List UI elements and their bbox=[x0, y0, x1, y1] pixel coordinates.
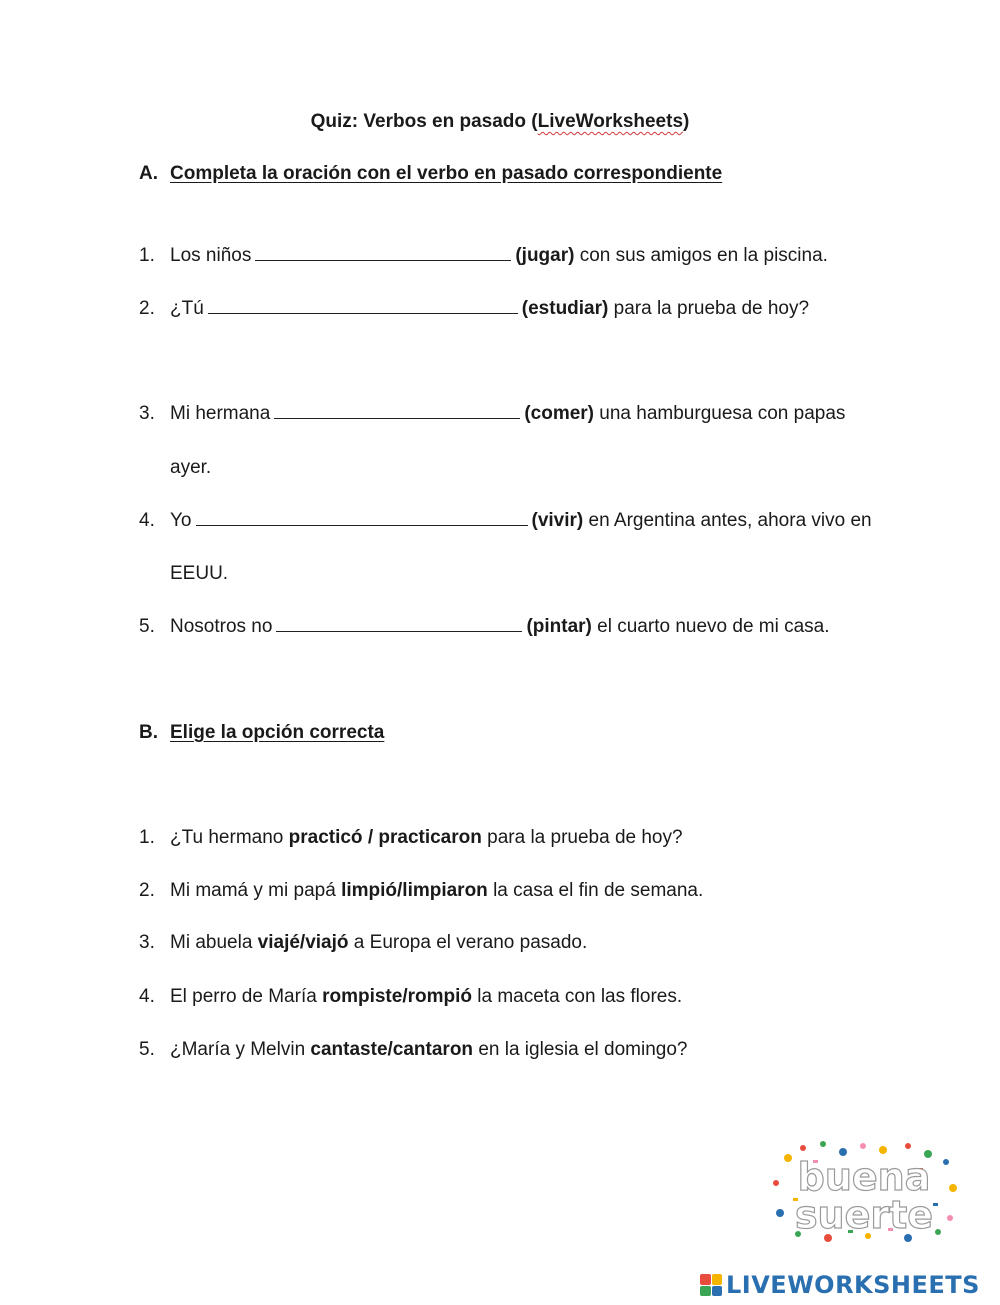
section-a-item-4-continuation: EEUU. bbox=[170, 563, 229, 584]
option-choice-5[interactable]: cantaste/cantaron bbox=[310, 1039, 474, 1060]
section-b-item-4: 4. El perro de María rompiste/rompió la maceta con las flores. bbox=[139, 986, 683, 1007]
section-a-heading: A. Completa la oración con el verbo en pasado correspondiente bbox=[139, 163, 723, 184]
spellcheck-word: LiveWorksheets bbox=[537, 111, 684, 132]
answer-blank-5[interactable] bbox=[276, 615, 522, 632]
section-b-item-1: 1. ¿Tu hermano practicó / practicaron para la prueba de hoy? bbox=[139, 827, 683, 848]
section-a-item-2: 2. ¿Tú (estudiar) para la prueba de hoy? bbox=[139, 298, 810, 319]
logo-word-buena: buena bbox=[797, 1155, 931, 1199]
section-a-item-3: 3. Mi hermana (comer) una hamburguesa con papas bbox=[139, 403, 846, 424]
section-a-item-1: 1. Los niños (jugar) con sus amigos en la piscina. bbox=[139, 245, 828, 266]
answer-blank-1[interactable] bbox=[255, 244, 511, 261]
section-b-item-3: 3. Mi abuela viajé/viajó a Europa el verano pasado. bbox=[139, 932, 588, 953]
section-a-item-5: 5. Nosotros no (pintar) el cuarto nuevo de mi casa. bbox=[139, 616, 830, 637]
liveworksheets-brand bbox=[700, 1270, 995, 1300]
section-b-item-2: 2. Mi mamá y mi papá limpió/limpiaron la casa el fin de semana. bbox=[139, 880, 704, 901]
section-b-heading: B. Elige la opción correcta bbox=[139, 722, 385, 743]
option-choice-4[interactable]: rompiste/rompió bbox=[322, 986, 472, 1007]
option-choice-2[interactable]: limpió/limpiaron bbox=[341, 880, 488, 901]
buena-suerte-logo bbox=[768, 1138, 960, 1244]
page-title: Quiz: Verbos en pasado (LiveWorksheets) bbox=[310, 111, 690, 132]
answer-blank-3[interactable] bbox=[274, 402, 520, 419]
option-choice-1[interactable]: practicó / practicaron bbox=[288, 827, 482, 848]
logo-word-suerte: suerte bbox=[794, 1193, 934, 1237]
section-b-item-5: 5. ¿María y Melvin cantaste/cantaron en la iglesia el domingo? bbox=[139, 1039, 688, 1060]
answer-blank-2[interactable] bbox=[208, 297, 518, 314]
section-a-item-4: 4. Yo (vivir) en Argentina antes, ahora vivo en bbox=[139, 510, 872, 531]
answer-blank-4[interactable] bbox=[196, 509, 528, 526]
option-choice-3[interactable]: viajé/viajó bbox=[257, 932, 349, 953]
liveworksheets-logo-icon bbox=[700, 1274, 722, 1296]
liveworksheets-wordmark: LIVEWORKSHEETS bbox=[726, 1271, 980, 1299]
section-a-item-3-continuation: ayer. bbox=[170, 457, 212, 478]
